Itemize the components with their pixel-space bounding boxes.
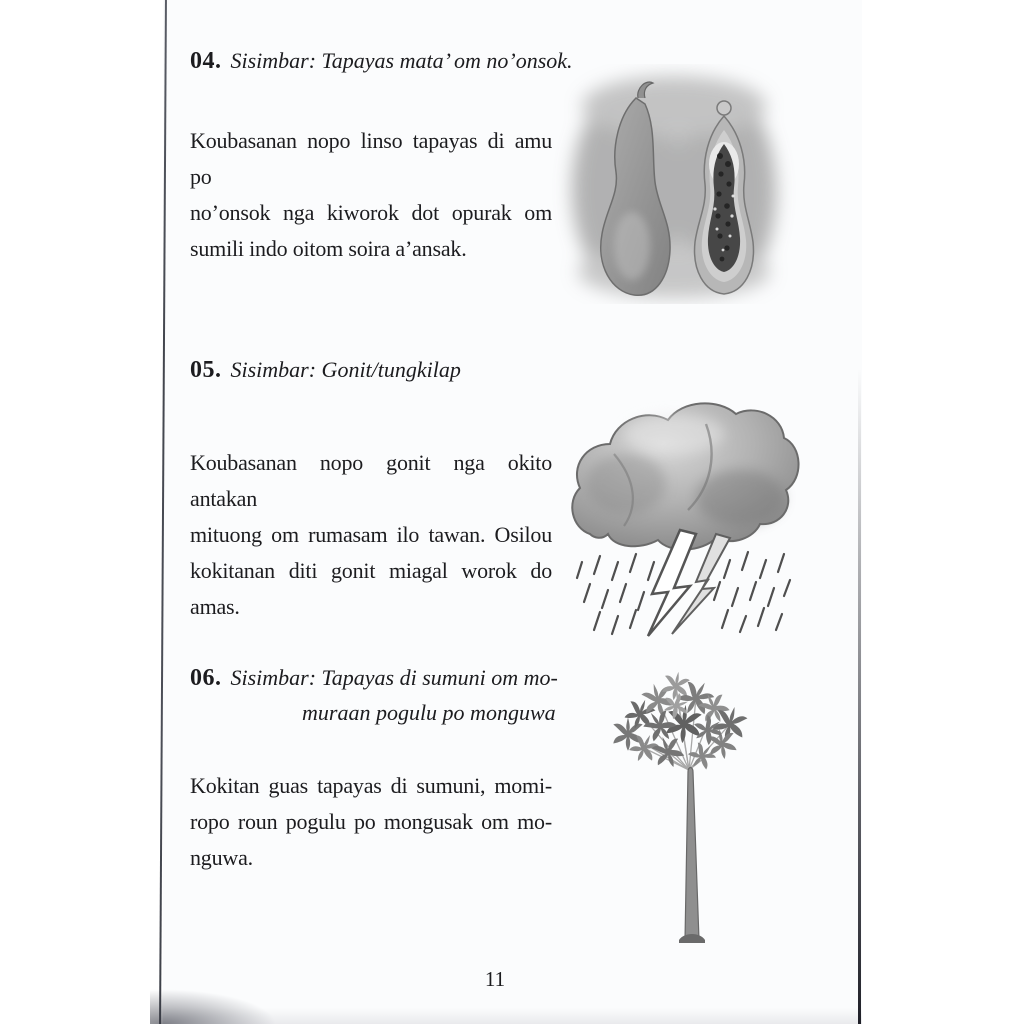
paragraph-line: Koubasanan nopo linso tapayas di amu po (190, 128, 552, 189)
scan-corner-shadow (150, 988, 280, 1024)
papaya-fruits-illustration (552, 64, 796, 304)
paragraph-line: amas. (190, 594, 240, 619)
entry-title: Sisimbar: Tapayas di sumuni om mo- (230, 665, 558, 690)
paragraph-line: nguwa. (190, 845, 253, 870)
entry-05-paragraph (190, 445, 552, 625)
entry-title: Sisimbar: Tapayas mata’ om no’onsok. (230, 48, 573, 73)
entry-number: 06. (190, 665, 222, 691)
entry-04-paragraph (190, 123, 552, 267)
scan-edge-line-right (858, 0, 861, 1024)
papaya-leaf-cluster (613, 672, 749, 774)
page-number: 11 (484, 967, 506, 991)
papaya-tree-illustration (592, 672, 796, 948)
entry-title: Sisimbar: Gonit/tungkilap (230, 357, 461, 382)
paragraph-line: Koubasanan nopo gonit nga okito antakan (190, 450, 552, 511)
paragraph-line: Kokitan guas tapayas di sumuni, momi- (190, 773, 552, 798)
entry-title-continued: muraan pogulu po monguwa (302, 700, 556, 725)
paragraph-line: ropo roun pogulu po mongusak om mo- (190, 809, 552, 834)
paragraph-line: no’onsok nga kiworok dot opurak om (190, 200, 552, 225)
entry-06-paragraph (190, 768, 552, 876)
paragraph-line: mituong om rumasam ilo tawan. Osilou (190, 522, 552, 547)
entry-04-header (190, 46, 573, 79)
entry-06-header (190, 663, 558, 730)
paragraph-line: kokitanan diti gonit miagal worok do (190, 558, 552, 583)
paragraph-line: sumili indo oitom soira a’ansak. (190, 236, 467, 261)
entry-05-header (190, 355, 461, 388)
entry-number: 04. (190, 48, 222, 74)
storm-cloud-lightning-illustration (556, 386, 800, 638)
entry-number: 05. (190, 357, 222, 383)
